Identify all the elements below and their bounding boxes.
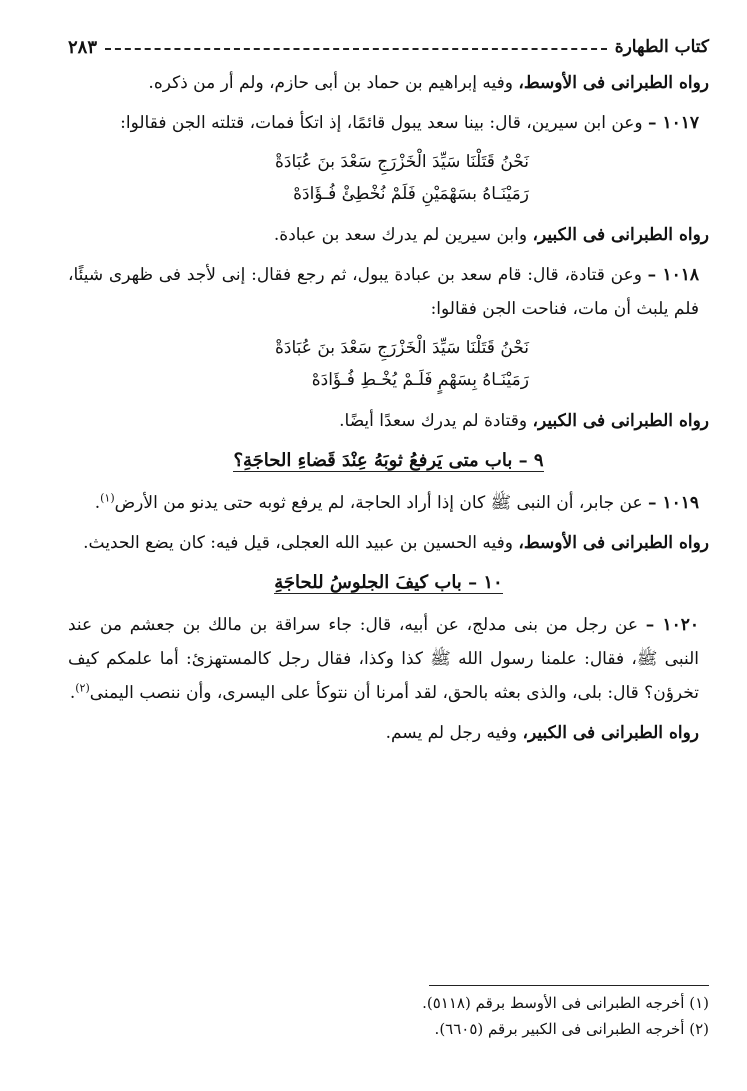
hadith-number: ١٠٢٠ – [645,615,700,635]
paragraph-source-1 [68,218,709,252]
source-label: رواه الطبرانى فى الأوسط، [518,73,709,93]
main-text [68,66,709,756]
paragraph-source-4 [68,716,709,750]
page-number: ٢٨٣ [68,36,98,58]
verse-block-2 [68,332,709,396]
source-note: وقتادة لم يدرك سعدًا أيضًا. [339,411,533,431]
source-label: رواه الطبرانى فى الكبير، [522,723,699,743]
source-note: وفيه إبراهيم بن حماد بن أبى حازم، ولم أر من ذكره. [148,73,519,93]
footnote-1: (١) أخرجه الطبرانى فى الأوسط برقم (٥١١٨). [422,994,709,1012]
verse-line: نَحْنُ قَتَلْنَا سَيِّدَ الْخَزْرَجِ سَعْدَ بنَ عُبَادَةْ [275,152,529,172]
verse-line: رَمَيْنَـاهُ بسَهْمَيْنِ فَلَمْ نُخْطِئْ فُـؤَادَهْ [293,184,529,204]
paragraph-source-2 [68,404,709,438]
paragraph-source-3 [68,526,709,560]
footnote-2: (٢) أخرجه الطبرانى فى الكبير برقم (٦٦٠٥). [434,1020,709,1038]
hadith-number: ١٠١٧ – [648,113,699,133]
book-title: كتاب الطهارة [614,37,709,57]
chapter-heading-10: ١٠ – باب كيفَ الجلوسُ للحاجَةِ [274,572,503,593]
hadith-number: ١٠١٨ – [647,265,699,285]
header-dashes [105,48,607,50]
hadith-1018 [68,258,709,326]
hadith-text: وعن قتادة، قال: قام سعد بن عبادة يبول، ثم رجع فقال: إنى لأجد فى ظهرى شيئًا، فلم يلبث أن مات، فناحت الجن فقالوا: [68,265,699,319]
footnotes [68,990,709,1042]
hadith-1019: ١٠١٩ – عن جابر، أن النبى ﷺ كان إذا أراد الحاجة، لم يرفع ثوبه حتى يدنو من الأرض$^{(١)}$. [94,491,699,513]
verse-block-1 [68,146,709,210]
source-label: رواه الطبرانى فى الكبير، [532,225,709,245]
footnote-ref: (١) [100,491,115,505]
hadith-number: ١٠١٩ – [648,493,699,513]
hadith-text: وعن ابن سيرين، قال: بينا سعد يبول قائمًا، إذ اتكأ فمات، قتلته الجن فقالوا: [120,113,649,133]
source-label: رواه الطبرانى فى الأوسط، [518,533,709,553]
hadith-text: عن رجل من بنى مدلج، عن أبيه، قال: جاء سراقة بن مالك بن جعشم من عند النبى ﷺ، فقال: علمنا رسول الله ﷺ كذا وكذا، فقال رجل كالمستهزئ: أما علمكم كيف تخرؤن؟ قال: بلى، والذى بعثه بالحق، لقد أمرنا أن نتوكأ على اليسرى، وأن ننصب اليمنى [68,615,699,703]
source-note: وفيه رجل لم يسم. [385,723,523,743]
verse-line: نَحْنُ قَتَلْنَا سَيِّدَ الْخَزْرَجِ سَعْدَ بنَ عُبَادَةْ [275,338,529,358]
footnote-divider [429,985,709,986]
chapter-heading-9: ٩ – باب متى يَرفعُ ثوبَهُ عِنْدَ قَضاءِ الحاجَةِ؟ [233,450,544,471]
verse-line: رَمَيْنَـاهُ بِسَهْمٍ فَلَـمْ يُخْـطِ فُـؤَادَهْ [311,370,529,390]
source-note: وفيه الحسين بن عبيد الله العجلى، قيل فيه: كان يضع الحديث. [83,533,519,553]
hadith-1020: ١٠٢٠ – عن رجل من بنى مدلج، عن أبيه، قال: جاء سراقة بن مالك بن جعشم من عند النبى ﷺ، فقال: علمنا رسول الله ﷺ كذا وكذا، فقال رجل كالمستهزئ: أما علمكم كيف تخرؤن؟ قال: بلى، والذى بعثه بالحق، لقد أمرنا أن نتوكأ على اليسرى، وأن ننصب اليمنى$^{(٢)}$. [68,615,700,703]
running-header [68,32,709,62]
source-note: وابن سيرين لم يدرك سعد بن عبادة. [273,225,533,245]
paragraph-source-0 [68,66,709,100]
hadith-1017 [68,106,709,140]
footnote-ref: (٢) [75,681,90,695]
hadith-text: عن جابر، أن النبى ﷺ كان إذا أراد الحاجة، لم يرفع ثوبه حتى يدنو من الأرض [114,493,649,513]
source-label: رواه الطبرانى فى الكبير، [532,411,709,431]
